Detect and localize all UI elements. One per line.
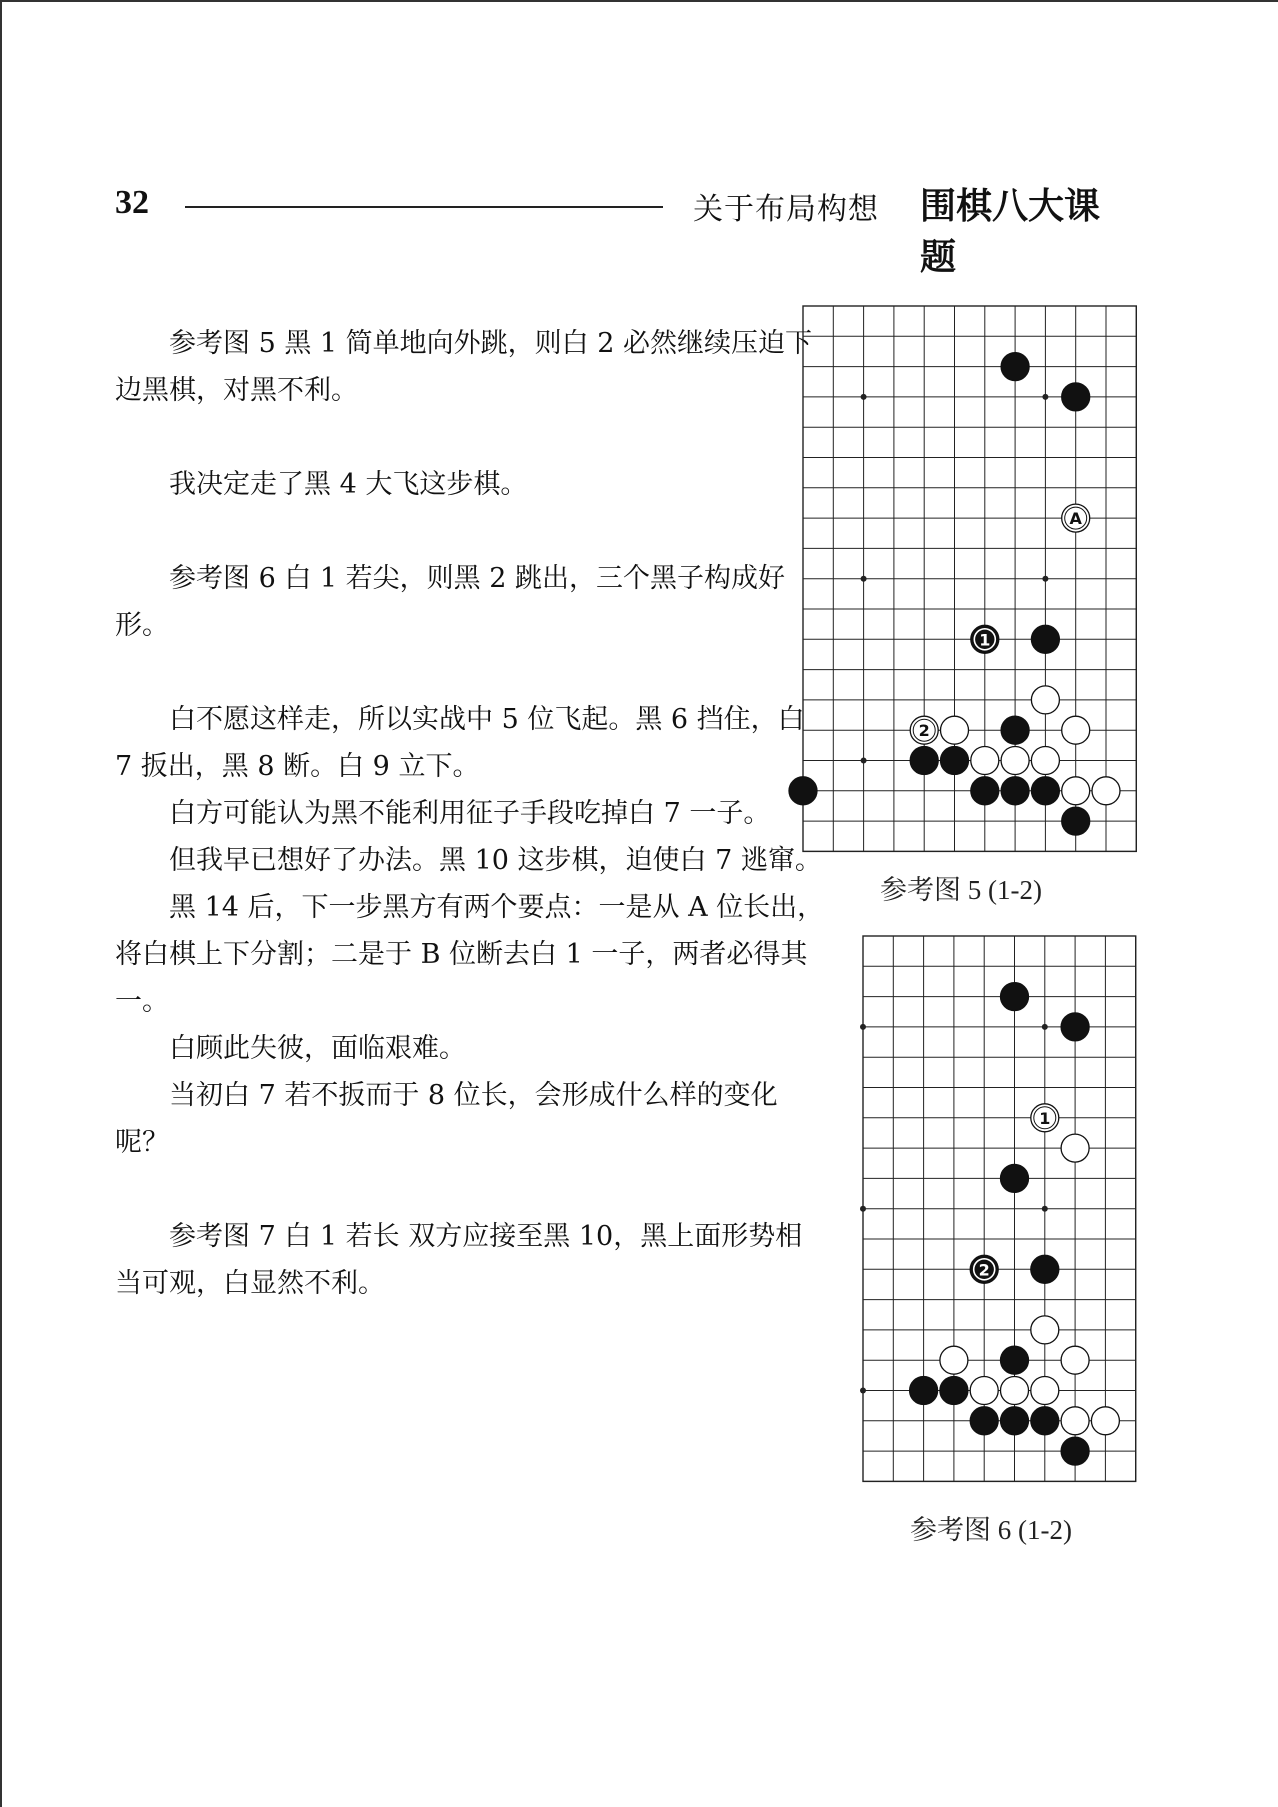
star-point <box>1042 1206 1048 1212</box>
black-stone <box>970 1255 998 1283</box>
white-stone <box>1031 1316 1059 1344</box>
star-point <box>861 758 867 764</box>
section-title: 关于布局构想 <box>693 192 879 227</box>
paragraph: 参考图 7 白 1 若长 双方应接至黑 10，黑上面形势相当可观，白显然不利。 <box>115 1221 803 1299</box>
body-text <box>115 320 825 1307</box>
white-stone <box>1061 1346 1089 1374</box>
white-stone <box>940 1346 968 1374</box>
stone-label: A <box>1069 509 1082 529</box>
star-point <box>1042 576 1048 582</box>
white-stone <box>1061 1407 1089 1435</box>
star-point <box>860 1388 866 1394</box>
white-stone <box>1061 1134 1089 1162</box>
white-stone <box>1001 1377 1029 1405</box>
black-stone <box>1001 716 1029 744</box>
book-title: 围棋八大课题 <box>920 186 1101 278</box>
white-stone <box>1062 504 1090 532</box>
star-point <box>861 394 867 400</box>
page-header <box>115 176 1135 278</box>
go-diagram-5 <box>787 290 1152 871</box>
star-point <box>860 1024 866 1030</box>
paragraph: 参考图 5 黑 1 简单地向外跳，则白 2 必然继续压迫下边黑棋，对黑不利。 <box>115 328 813 406</box>
stone-label: 2 <box>978 1260 990 1280</box>
black-stone <box>1031 1407 1059 1435</box>
paragraph: 但我早已想好了办法。黑 10 这步棋，迫使白 7 逃窜。 <box>169 845 822 876</box>
white-stone <box>970 1377 998 1405</box>
black-stone <box>1061 1437 1089 1465</box>
white-stone <box>1062 777 1090 805</box>
paragraph: 白不愿这样走，所以实战中 5 位飞起。黑 6 挡住，白 7 扳出，黑 8 断。白 9 立下。 <box>115 704 805 782</box>
white-stone <box>1031 686 1059 714</box>
white-stone <box>1001 747 1029 775</box>
star-point <box>1042 394 1048 400</box>
white-stone <box>971 747 999 775</box>
paragraph: 当初白 7 若不扳而于 8 位长，会形成什么样的变化呢？ <box>115 1080 778 1158</box>
black-stone <box>1061 1013 1089 1041</box>
black-stone <box>1001 1346 1029 1374</box>
white-stone <box>1031 1377 1059 1405</box>
paragraph: 白方可能认为黑不能利用征子手段吃掉白 7 一子。 <box>169 798 771 829</box>
black-stone <box>970 1407 998 1435</box>
black-stone <box>1031 625 1059 653</box>
page-number: 32 <box>115 184 149 221</box>
go-diagram-6 <box>847 920 1152 1501</box>
black-stone <box>910 747 938 775</box>
black-stone <box>1001 1164 1029 1192</box>
paragraph: 参考图 6 白 1 若尖，则黑 2 跳出，三个黑子构成好形。 <box>115 563 786 641</box>
black-stone <box>940 1377 968 1405</box>
paragraph: 黑 14 后，下一步黑方有两个要点：一是从 A 位长出，将白棋上下分割；二是于 B 位断去白 1 一子，两者必得其一。 <box>115 892 825 1017</box>
black-stone <box>971 625 999 653</box>
black-stone <box>1001 1407 1029 1435</box>
black-stone <box>1031 1255 1059 1283</box>
black-stone <box>1001 983 1029 1011</box>
white-stone <box>1031 1104 1059 1132</box>
white-stone <box>1091 1407 1119 1435</box>
diagram-5-caption: 参考图 5 (1-2) <box>880 875 1042 905</box>
go-board <box>787 290 1152 867</box>
white-stone <box>910 716 938 744</box>
star-point <box>861 576 867 582</box>
black-stone <box>910 1377 938 1405</box>
black-stone <box>789 777 817 805</box>
star-point <box>1042 1024 1048 1030</box>
white-stone <box>1062 716 1090 744</box>
black-stone <box>1031 777 1059 805</box>
black-stone <box>1062 383 1090 411</box>
stone-label: 1 <box>1039 1108 1051 1128</box>
black-stone <box>941 747 969 775</box>
diagram-6-caption: 参考图 6 (1-2) <box>910 1515 1072 1545</box>
stone-label: 2 <box>918 721 930 741</box>
white-stone <box>1031 747 1059 775</box>
black-stone <box>971 777 999 805</box>
black-stone <box>1001 353 1029 381</box>
black-stone <box>1062 807 1090 835</box>
header-rule <box>185 206 663 208</box>
go-board <box>847 920 1152 1497</box>
paragraph: 我决定走了黑 4 大飞这步棋。 <box>169 469 528 500</box>
black-stone <box>1001 777 1029 805</box>
star-point <box>860 1206 866 1212</box>
paragraph: 白顾此失彼，面临艰难。 <box>169 1033 466 1064</box>
stone-label: 1 <box>979 630 991 650</box>
white-stone <box>1092 777 1120 805</box>
white-stone <box>941 716 969 744</box>
